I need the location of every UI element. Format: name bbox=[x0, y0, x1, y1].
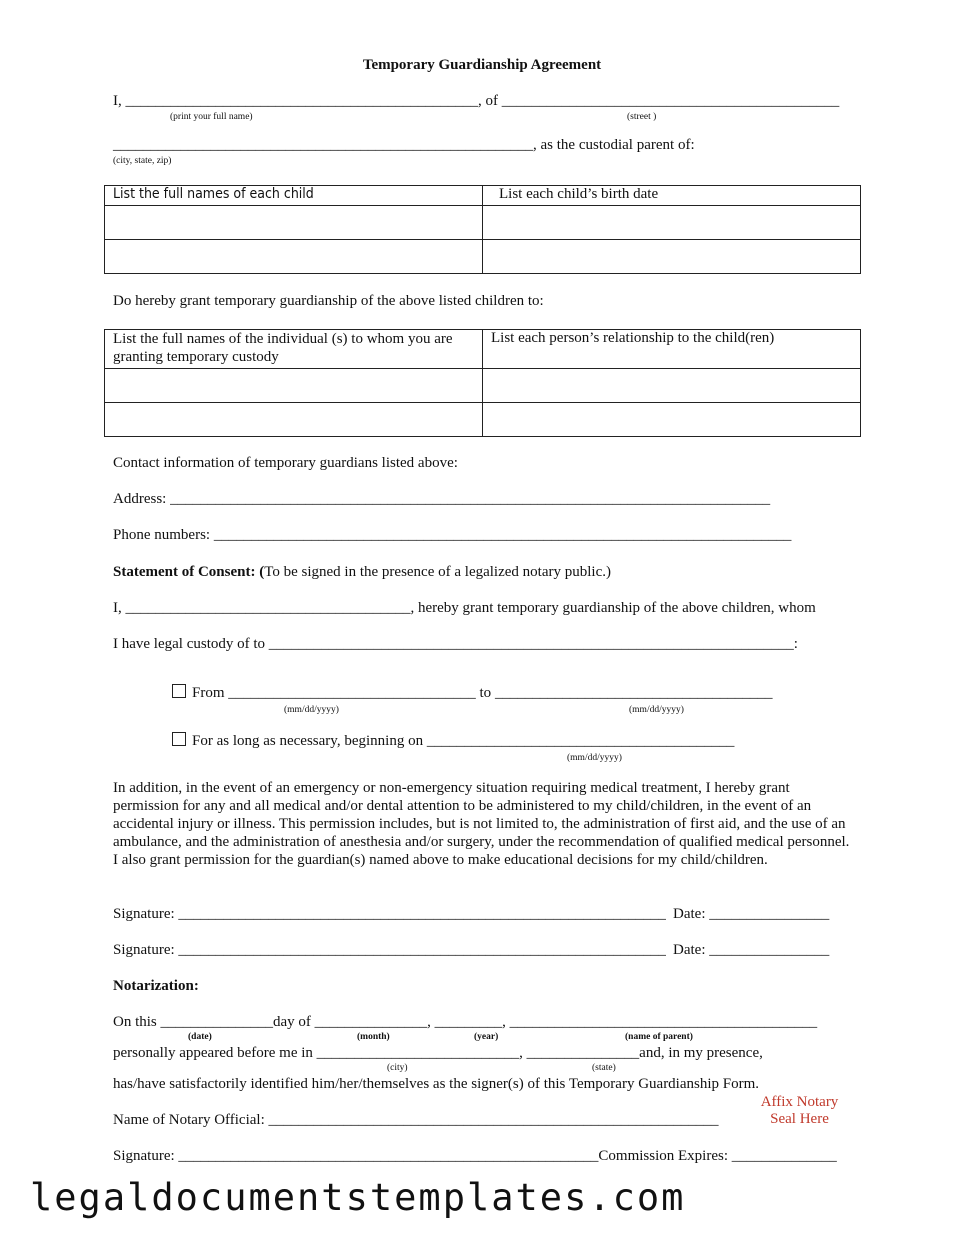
guardians-table bbox=[104, 329, 861, 437]
notarization-heading: Notarization: bbox=[113, 978, 199, 994]
to-label: to bbox=[479, 685, 492, 701]
month-caption: (month) bbox=[357, 1032, 390, 1042]
document-title: Temporary Guardianship Agreement bbox=[362, 57, 602, 73]
necessary-label: For as long as necessary, beginning on bbox=[192, 733, 424, 749]
to-date-caption: (mm/dd/yyyy) bbox=[629, 705, 684, 715]
from-date-caption: (mm/dd/yyyy) bbox=[284, 705, 339, 715]
consent-heading-bold: Statement of Consent: ( bbox=[113, 564, 265, 580]
child-birthdate-cell[interactable] bbox=[483, 206, 861, 240]
guardian-name-cell[interactable] bbox=[105, 403, 483, 437]
from-to-row bbox=[172, 684, 772, 702]
consent-heading bbox=[113, 564, 611, 581]
notary-name-field[interactable]: Name of Notary Official: ____________________________________________________________ bbox=[113, 1112, 719, 1128]
contact-heading: Contact information of temporary guardians listed above: bbox=[113, 455, 458, 471]
notary-seal-area bbox=[742, 1094, 857, 1128]
child-birthdate-cell[interactable] bbox=[483, 240, 861, 274]
guardian-name-cell[interactable] bbox=[105, 369, 483, 403]
consent-line-2[interactable]: I have legal custody of to ______________________________________________________________________: bbox=[113, 636, 798, 652]
notarization-line-3: has/have satisfactorily identified him/her/themselves as the signer(s) of this Temporary Guardianship Form. bbox=[113, 1076, 760, 1092]
parent-name-caption: (name of parent) bbox=[625, 1032, 693, 1042]
phone-field[interactable]: Phone numbers: _____________________________________________________________________________ bbox=[113, 527, 792, 543]
consent-line-1[interactable]: I, ______________________________________, hereby grant temporary guardianship of the above children, whom bbox=[113, 600, 816, 616]
necessary-checkbox[interactable] bbox=[172, 732, 186, 746]
children-header-name: List the full names of each child bbox=[105, 186, 483, 206]
seal-line-1: Affix Notary bbox=[760, 1094, 839, 1110]
city-location-caption: (city) bbox=[387, 1063, 408, 1073]
child-name-cell[interactable] bbox=[105, 206, 483, 240]
notary-signature-line[interactable]: Signature: ________________________________________________________Commission Expires: ______________ bbox=[113, 1148, 837, 1164]
necessary-date-caption: (mm/dd/yyyy) bbox=[567, 753, 622, 763]
state-caption: (state) bbox=[592, 1063, 616, 1073]
to-date-blank[interactable]: _____________________________________ bbox=[494, 685, 773, 701]
children-table bbox=[104, 185, 861, 274]
notarization-line-2[interactable]: personally appeared before me in ___________________________, _______________and, in my presence, bbox=[113, 1045, 763, 1061]
from-label: From bbox=[192, 685, 225, 701]
necessary-date-blank[interactable]: _________________________________________ bbox=[426, 733, 735, 749]
grant-text: Do hereby grant temporary guardianship of the above listed children to: bbox=[113, 293, 544, 309]
city-caption: (city, state, zip) bbox=[113, 156, 172, 166]
date-line-2[interactable]: Date: ________________ bbox=[673, 942, 830, 958]
from-date-blank[interactable]: _________________________________ bbox=[228, 685, 476, 701]
children-header-birthdate: List each child’s birth date bbox=[483, 186, 861, 206]
guardian-relationship-cell[interactable] bbox=[483, 369, 861, 403]
guardians-header-relationship: List each person’s relationship to the child(ren) bbox=[483, 330, 861, 369]
necessary-row bbox=[172, 732, 734, 750]
year-caption: (year) bbox=[474, 1032, 499, 1042]
guardian-relationship-cell[interactable] bbox=[483, 403, 861, 437]
watermark-text: legaldocumentstemplates.com bbox=[30, 1176, 686, 1219]
intro-line-2[interactable]: ________________________________________________________, as the custodial parent of: bbox=[113, 137, 695, 153]
signature-line-2[interactable]: Signature: _________________________________________________________________ bbox=[113, 942, 666, 958]
notarization-line-1[interactable]: On this _______________day of _______________, _________, _________________________________________ bbox=[113, 1014, 818, 1030]
date-caption: (date) bbox=[188, 1032, 212, 1042]
date-line-1[interactable]: Date: ________________ bbox=[673, 906, 830, 922]
consent-heading-rest: To be signed in the presence of a legalized notary public.) bbox=[264, 564, 611, 580]
intro-line-1[interactable]: I, _______________________________________________, of _____________________________________________ bbox=[113, 93, 840, 109]
seal-line-2: Seal Here bbox=[770, 1111, 829, 1127]
signature-line-1[interactable]: Signature: _________________________________________________________________ bbox=[113, 906, 666, 922]
address-field[interactable]: Address: ________________________________________________________________________________ bbox=[113, 491, 771, 507]
medical-paragraph: In addition, in the event of an emergency or non-emergency situation requiring medical treatment, I hereby grant permission for any and all medical and/or dental attention to be administered to my child/children, in the event of an accidental injury or illness. This permission includes, but is not limited to, the administration of first aid, and the use of an ambulance, and the administration of anesthesia and/or surgery, under the recommendation of qualified medical personnel. I also grant permission for the guardian(s) named above to make educational decisions for my child/children. bbox=[113, 780, 850, 868]
print-name-caption: (print your full name) bbox=[170, 112, 253, 122]
street-caption: (street ) bbox=[627, 112, 657, 122]
from-checkbox[interactable] bbox=[172, 684, 186, 698]
child-name-cell[interactable] bbox=[105, 240, 483, 274]
guardians-header-name: List the full names of the individual (s) to whom you are granting temporary custody bbox=[105, 330, 483, 369]
